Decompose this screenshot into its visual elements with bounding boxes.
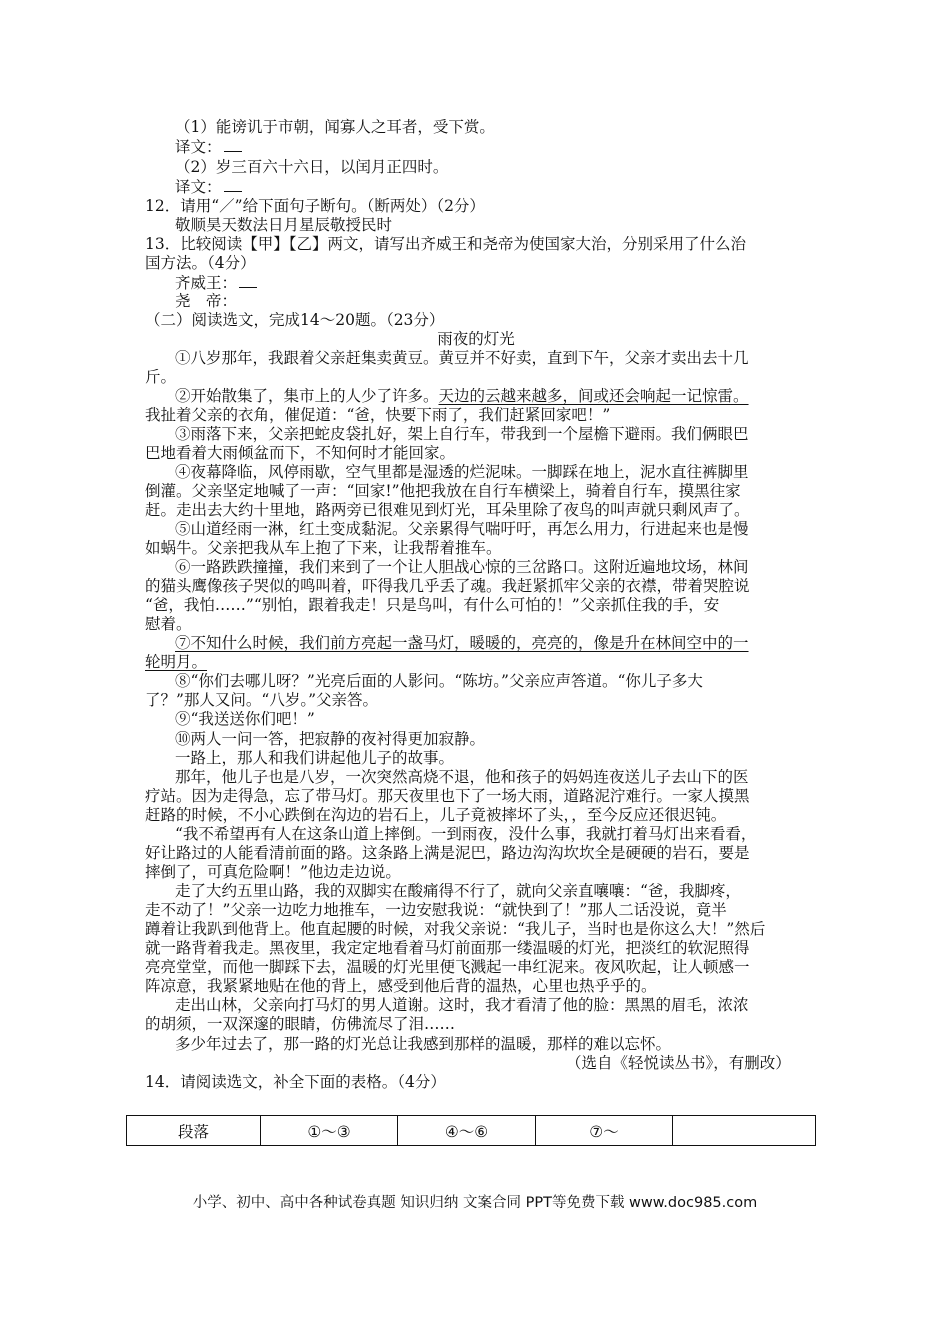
passage-line: ⑨“我送送你们吧！”: [175, 710, 315, 728]
passage-text: ②开始散集了，集市上的人少了许多。: [175, 387, 439, 405]
table-cell-empty: [673, 1116, 816, 1146]
passage-line: ①八岁那年，我跟着父亲赶集卖黄豆。黄豆并不好卖，直到下午，父亲才卖出去十几: [175, 349, 749, 367]
passage-line: 那年，他儿子也是八岁，一次突然高烧不退，他和孩子的妈妈连夜送儿子去山下的医: [175, 768, 749, 786]
q13-prompt-line-2: 国方法。（4分）: [145, 254, 256, 272]
section-2-heading: （二）阅读选文，完成14～20题。（23分）: [145, 311, 445, 329]
table-cell: ①～③: [261, 1116, 398, 1146]
q11-item-1: （1）能谤讥于市朝，闻寡人之耳者，受下赏。: [175, 118, 495, 136]
passage-line: 的猫头鹰像孩子哭似的鸣叫着，吓得我几乎丢了魂。我赶紧抓牢父亲的衣襟，带着哭腔说: [145, 577, 750, 595]
q13-prompt-line-1: 13．比较阅读【甲】【乙】两文，请写出齐威王和尧帝为使国家大治，分别采用了什么治: [145, 235, 746, 253]
q12-prompt: 12．请用“／”给下面句子断句。（断两处）（2分）: [145, 197, 485, 215]
table-row: [127, 1116, 816, 1146]
answer-blank: [224, 178, 242, 192]
table-cell-paragraph-header: 段落: [127, 1116, 261, 1146]
underlined-passage-line: ⑦不知什么时候，我们前方亮起一盏马灯，暖暖的，亮亮的，像是升在林间空中的一: [175, 634, 749, 652]
passage-line: [175, 386, 749, 406]
underlined-sentence: 天边的云越来越多，间或还会响起一记惊雷。: [438, 387, 749, 405]
passage-line: “爸，我怕……”“别怕，跟着我走！只是鸟叫，有什么可怕的！”父亲抓住我的手，安: [145, 596, 720, 614]
passage-line: 的胡须，一双深邃的眼睛，仿佛流尽了泪……: [145, 1015, 456, 1033]
passage-line: 倒灌。父亲坚定地喊了一声：“回家!”他把我放在自行车横梁上，骑着自行车，摸黑往家: [145, 482, 741, 500]
passage-line: 慰着。: [145, 615, 192, 633]
passage-line: 如蜗牛。父亲把我从车上抱了下来，让我帮着推车。: [145, 539, 502, 557]
table-cell: ⑦～: [536, 1116, 673, 1146]
passage-line: 斤。: [145, 368, 177, 386]
passage-line: ④夜幕降临，风停雨歇，空气里都是湿透的烂泥味。一脚踩在地上，泥水直往裤脚里: [175, 463, 749, 481]
table-cell: ④～⑥: [398, 1116, 536, 1146]
q14-prompt: 14．请阅读选文，补全下面的表格。（4分）: [145, 1073, 446, 1091]
passage-line: 疗站。因为走得急，忘了带马灯。那天夜里也下了一场大雨，道路泥泞难行。一家人摸黑: [145, 787, 750, 805]
q14-table: [126, 1115, 816, 1146]
q12-sentence: 敬顺昊天数法日月星辰敬授民时: [175, 216, 393, 234]
qi-label: 齐威王：: [175, 274, 238, 292]
passage-line: 阵凉意，我紧紧地贴在他的背上，感受到他后背的温热，心里也热乎乎的。: [145, 977, 657, 995]
q13-qi-answer: [175, 273, 257, 293]
passage-line: ⑤山道经雨一淋，红土变成黏泥。父亲累得气喘吁吁，再怎么用力，行进起来也是慢: [175, 520, 749, 538]
passage-line: “我不希望再有人在这条山道上摔倒。一到雨夜，没什么事，我就打着马灯出来看看，: [175, 825, 757, 843]
passage-line: ⑩两人一问一答，把寂静的夜衬得更加寂静。: [175, 730, 486, 748]
translation-label: 译文：: [175, 138, 222, 156]
passage-line: ③雨落下来，父亲把蛇皮袋扎好，架上自行车，带我到一个屋檐下避雨。我们俩眼巴: [175, 425, 749, 443]
passage-line: 蹲着让我趴到他背上。他直起腰的时候，对我父亲说：“我儿子，当时也是你这么大！”然后: [145, 920, 766, 938]
passage-line: 多少年过去了，那一路的灯光总让我感到那样的温暖，那样的难以忘怀。: [175, 1035, 672, 1053]
q11-translation-2: [175, 177, 242, 197]
passage-line: 赶。走出去大约十里地，路两旁已很难见到灯光，耳朵里除了夜鸟的叫声就只剩风声了。: [145, 501, 750, 519]
page-footer: 小学、初中、高中各种试卷真题 知识归纳 文案合同 PPT等免费下载 www.doc985.com: [192, 1195, 758, 1211]
passage-line: 走了大约五里山路，我的双脚实在酸痛得不行了，就向父亲直嚷嚷：“爸，我脚疼，: [175, 882, 741, 900]
passage-line: 走出山林，父亲向打马灯的男人道谢。这时，我才看清了他的脸：黑黑的眉毛，浓浓: [175, 996, 749, 1014]
passage-line: 了？”那人又问。“八岁。”父亲答。: [145, 691, 379, 709]
passage-title: 雨夜的灯光: [437, 330, 515, 348]
passage-line: 亮亮堂堂，而他一脚踩下去，温暖的灯光里便飞溅起一串红泥来。夜风吹起，让人顿感一: [145, 958, 750, 976]
passage-line: ⑥一路跌跌撞撞，我们来到了一个让人胆战心惊的三岔路口。这附近遍地坟场，林间: [175, 558, 749, 576]
passage-line: 好让路过的人能看清前面的路。这条路上满是泥巴，路边沟沟坎坎全是硬硬的岩石，要是: [145, 844, 750, 862]
passage-line: 赶路的时候，不小心跌倒在沟边的岩石上，儿子竟被摔坏了头，，至今反应还很迟钝。: [145, 806, 727, 824]
translation-label: 译文：: [175, 178, 222, 196]
q13-yao-answer: 尧 帝：: [175, 292, 238, 310]
answer-blank: [239, 274, 257, 288]
passage-line: 一路上，那人和我们讲起他儿子的故事。: [175, 749, 455, 767]
passage-line: ⑧“你们去哪儿呀？”光亮后面的人影问。“陈坊。”父亲应声答道。“你儿子多大: [175, 672, 703, 690]
passage-line: 走不动了！”父亲一边吃力地推车，一边安慰我说：“就快到了！”那人二话没说，竟半: [145, 901, 727, 919]
passage-line: 我扯着父亲的衣角，催促道：“爸，快要下雨了，我们赶紧回家吧！”: [145, 406, 611, 424]
answer-blank: [224, 138, 242, 152]
passage-line: 就一路背着我走。黑夜里，我定定地看着马灯前面那一缕温暖的灯光，把淡红的软泥照得: [145, 939, 750, 957]
passage-line: 巴地看着大雨倾盆而下，不知何时才能回家。: [145, 444, 456, 462]
passage-source: （选自《轻悦读丛书》，有删改）: [566, 1054, 791, 1072]
passage-line: 摔倒了，可真危险啊！”他边走边说。: [145, 863, 401, 881]
q11-translation-1: [175, 137, 242, 157]
underlined-passage-line: 轮明月。: [145, 653, 208, 671]
q11-item-2: （2）岁三百六十六日，以闰月正四时。: [175, 158, 449, 176]
